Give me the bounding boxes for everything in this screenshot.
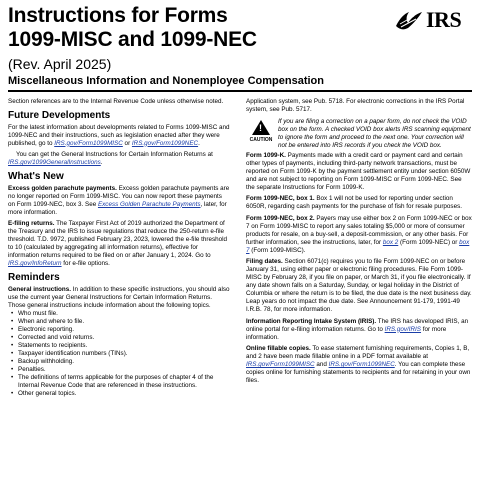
fillable-nec-link[interactable]: IRS.gov/Form1099NEC (328, 361, 395, 368)
golden-parachute-link[interactable]: Excess Golden Parachute Payments (97, 200, 201, 208)
title-line-1: Instructions for Forms (8, 4, 228, 27)
general-instructions-paragraph: General instructions. In addition to these specific instructions, you should also use the current year General Instructions for Certain Information Returns. Those general instructions include information about the following topics. (8, 285, 230, 309)
inforeturn-link[interactable]: IRS.gov/InfoReturn (8, 260, 62, 267)
list-item: • Backup withholding. (18, 358, 230, 366)
list-item: • Other general topics. (18, 390, 230, 398)
reminders-heading: Reminders (8, 271, 60, 283)
iris-link[interactable]: IRS.gov/IRIS (384, 325, 422, 333)
caution-text: If you are filing a correction on a paper form, do not check the VOID box on the form. A checked VOID box alerts IRS scanning equipment to ignore the form and proceed to the next one. Your correction will not be entered into IRS records if you check the VOID box. (278, 117, 471, 149)
iris-paragraph: Information Reporting Intake System (IRIS). The IRS has developed IRIS, an online portal for e-filing information returns. Go to IRS.gov/IRIS for more information. (246, 317, 469, 341)
header-rule (8, 90, 472, 92)
form1099nec-link[interactable]: IRS.gov/Form1099NEC (131, 139, 199, 147)
form1099misc-link[interactable]: IRS.gov/Form1099MISC (54, 139, 123, 147)
box7-link[interactable]: box 7 (246, 238, 470, 254)
list-item: • Statements to recipients. (18, 342, 230, 350)
revision-date: (Rev. April 2025) (8, 56, 112, 72)
filing-dates-paragraph: Filing dates. Section 6071(c) requires you to file Form 1099-NEC on or before January 31, using either paper or electronic filing procedures. File Form 1099-MISC by February 28, if you file on paper, or March 31, if you file electronically. If any date shown falls on a Saturday, Sunday, or legal holiday in the District of Columbia or where the return is to be filed, the due date is the next business day. Leap years do not impact the due date. See Announcement 91-179, 1991-49 I.R.B. 78, for more information. (246, 258, 472, 313)
form-1099k-paragraph: Form 1099-K. Payments made with a credit card or payment card and certain other types of payments, including third-party network transactions, must be reported on Form 1099-K by the payment settlement entity under section 6050W and are not subject to reporting on Form 1099-MISC or Form 1099-NEC. See the separate Instructions for Form 1099-K. (246, 151, 471, 191)
list-item: • Taxpayer identification numbers (TINs). (18, 350, 230, 358)
intro-text: Section references are to the Internal Revenue Code unless otherwise noted. (8, 98, 224, 105)
list-item: • Who must file. (18, 310, 230, 318)
irs-logo-text: IRS (426, 7, 462, 32)
efiling-paragraph: E-filing returns. The Taxpayer First Act of 2019 authorized the Department of the Treasury and the IRS to issue regulations that reduce the 250-return e-file threshold. T.D. 9972, published February 23, 2023, lowered the e-file threshold to 10 (calculated by aggregating all information returns), effective for information returns required to be filed on or after January 1, 2024. Go to IRS.gov/InfoReturn for e-file options. (8, 220, 228, 267)
caution-badge (248, 120, 274, 144)
future-paragraph-1: For the latest information about developments related to Forms 1099-MISC and 1099-NEC and their instructions, such as legislation enacted after they were published, go to IRS.gov/Form1099MISC or IRS.gov/Form1099NEC. (8, 123, 230, 147)
future-paragraph-2: You can get the General Instructions for Certain Information Returns at IRS.gov/1099GeneralInstructions. (8, 151, 213, 166)
fillable-misc-link[interactable]: IRS.gov/Form1099MISC (246, 361, 315, 368)
irs-logo (394, 6, 461, 34)
future-developments-heading: Future Developments (8, 109, 111, 121)
page-subtitle: Miscellaneous Information and Nonemployee Compensation (8, 75, 324, 87)
caution-note (246, 118, 472, 152)
golden-parachute-paragraph: Excess golden parachute payments. Excess golden parachute payments are no longer reported on Form 1099-MISC. You can now report these payments on Form 1099-NEC, box 3. See Excess Golden Parachute Payments, later, for more information. (8, 184, 230, 216)
list-item: • The definitions of terms applicable for the purposes of chapter 4 of the Internal Revenue Code that are referenced in these instructions. (18, 374, 230, 390)
caution-triangle-icon: ! (252, 120, 270, 135)
page-title (8, 4, 257, 52)
irs-eagle-icon (394, 6, 424, 34)
fillable-copies-paragraph: Online fillable copies. To ease statement furnishing requirements, Copies 1, B, and 2 have been made fillable online in a PDF format available at IRS.gov/Form1099MISC and IRS.gov/Form1099NEC. You can complete these copies online for furnishing statements to recipients and for retaining in your own files. (246, 345, 471, 384)
whats-new-heading: What's New (8, 170, 64, 182)
left-column (8, 98, 230, 398)
list-item: • Penalties. (18, 366, 230, 374)
nec-box1-paragraph: Form 1099-NEC, box 1. Box 1 will not be used for reporting under section 6050R, regarding cash payments for the purchase of fish for resale purposes. (246, 195, 462, 210)
list-item: • When and where to file. (18, 318, 230, 326)
caution-label: CAUTION (249, 136, 273, 143)
application-system-text: Application system, see Pub. 5718. For electronic corrections in the IRS Portal system, see Pub. 5717. (246, 98, 465, 113)
general-instructions-link[interactable]: IRS.gov/1099GeneralInstructions (8, 159, 101, 166)
box2-link[interactable]: box 2 (382, 238, 399, 246)
list-item: • Corrected and void returns. (18, 334, 230, 342)
nec-box2-paragraph: Form 1099-NEC, box 2. Payers may use either box 2 on Form 1099-NEC or box 7 on Form 1099-MISC to report any sales totaling $5,000 or more of consumer products for resale, on a buy-sell, a deposit-commission, or any other basis. For further information, see the instructions, later, for box 2 (Form 1099-NEC) or box 7 (Form 1099-MISC). (246, 214, 472, 254)
right-column (246, 98, 472, 389)
topics-list (8, 310, 230, 398)
list-item: • Electronic reporting. (18, 326, 230, 334)
title-line-2: 1099-MISC and 1099-NEC (8, 28, 257, 51)
